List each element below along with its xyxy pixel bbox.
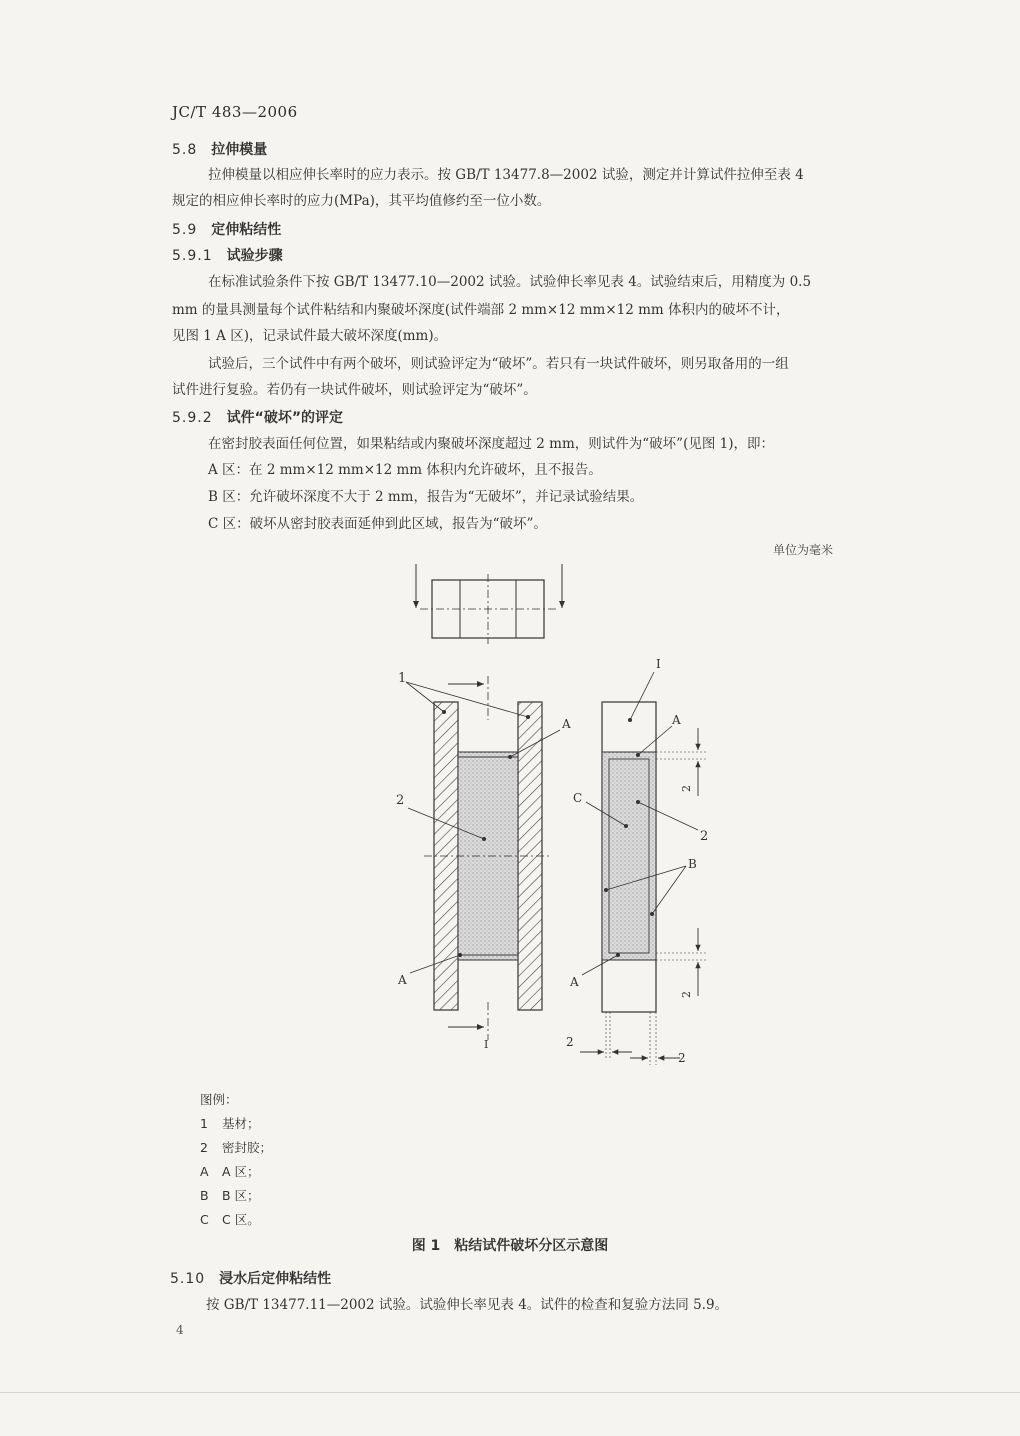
section-title: 拉伸模量 xyxy=(211,142,268,158)
section-number: 5.8 xyxy=(172,142,198,158)
paragraph-line: 见图 1 A 区)，记录试件最大破坏深度(mm)。 xyxy=(172,328,448,344)
label-sealant-2-left: 2 xyxy=(396,793,405,808)
paragraph-line: 试验后，三个试件中有两个破坏，则试验评定为“破坏”。若只有一块试件破坏，则另取备用的一组 xyxy=(208,356,789,372)
section-5-9-1-heading xyxy=(172,245,283,265)
legend-text: 基材； xyxy=(222,1116,260,1131)
figure-caption: 图 1 粘结试件破坏分区示意图 xyxy=(411,1238,609,1254)
section-5-9-2-heading xyxy=(172,407,343,427)
top-view-sketch xyxy=(416,564,562,644)
legend-key: 1 xyxy=(200,1116,208,1131)
section-title: 定伸粘结性 xyxy=(211,222,282,238)
label-zone-c: C xyxy=(573,791,583,805)
legend-text: C 区。 xyxy=(222,1212,260,1227)
paragraph-line: C 区：破坏从密封胶表面延伸到此区域，报告为“破坏”。 xyxy=(208,516,547,532)
paragraph-line: 按 GB/T 13477.11—2002 试验。试验伸长率见表 4。试件的检查和复验方法同 5.9。 xyxy=(206,1297,729,1313)
legend-item xyxy=(200,1210,260,1228)
figure-1-diagram xyxy=(380,560,740,1080)
paragraph-line: 在标准试验条件下按 GB/T 13477.10—2002 试验。试验伸长率见表 4。试验结束后，用精度为 0.5 xyxy=(208,274,812,290)
legend-text: B 区； xyxy=(222,1188,260,1203)
legend-key: B xyxy=(200,1188,209,1203)
section-title: 浸水后定伸粘结性 xyxy=(219,1271,332,1287)
label-zone-a-left-top: A xyxy=(562,717,571,731)
section-5-8-heading xyxy=(172,139,267,159)
section-number: 5.9.1 xyxy=(172,248,213,264)
dim-2-left-width: 2 xyxy=(566,1035,574,1049)
section-number: 5.9.2 xyxy=(172,410,213,426)
section-number: 5.10 xyxy=(170,1271,206,1287)
dim-2-top: 2 xyxy=(680,785,693,792)
bottom-rule xyxy=(0,1392,1020,1393)
paragraph-line: 在密封胶表面任何位置，如果粘结或内聚破坏深度超过 2 mm，则试件为“破坏”(见图 1)，即： xyxy=(208,436,774,452)
legend-item xyxy=(200,1138,272,1156)
legend-item xyxy=(200,1186,260,1204)
dim-2-bottom: 2 xyxy=(680,991,693,998)
label-roman-one-left: I xyxy=(484,1038,489,1051)
label-zone-a-left-bottom: A xyxy=(398,973,407,987)
legend-text: 密封胶； xyxy=(222,1140,273,1155)
legend-title: 图例： xyxy=(200,1092,238,1107)
legend-text: A 区； xyxy=(222,1164,260,1179)
paragraph-line: 规定的相应伸长率时的应力(MPa)，其平均值修约至一位小数。 xyxy=(172,193,551,209)
label-zone-a-right-top: A xyxy=(672,713,681,727)
section-title: 试件“破坏”的评定 xyxy=(226,410,344,426)
section-5-9-heading xyxy=(172,219,281,239)
left-specimen-sketch xyxy=(406,676,560,1040)
legend-item xyxy=(200,1162,260,1180)
legend-key: C xyxy=(200,1212,209,1227)
page-number: 4 xyxy=(176,1323,184,1337)
standard-id-header: JC/T 483—2006 xyxy=(172,103,298,121)
label-zone-b: B xyxy=(688,857,697,871)
paragraph-line: 拉伸模量以相应伸长率时的应力表示。按 GB/T 13477.8—2002 试验，测定并计算试件拉伸至表 4 xyxy=(208,167,804,183)
paragraph-line: 试件进行复验。若仍有一块试件破坏，则试验评定为“破坏”。 xyxy=(172,382,537,398)
unit-note: 单位为毫米 xyxy=(773,543,834,557)
section-title: 试验步骤 xyxy=(226,248,283,264)
paragraph-line: mm 的量具测量每个试件粘结和内聚破坏深度(试件端部 2 mm×12 mm×12 mm 体积内的破坏不计， xyxy=(172,302,790,318)
paragraph-line: B 区：允许破坏深度不大于 2 mm，报告为“无破坏”，并记录试验结果。 xyxy=(208,489,644,505)
legend-key: 2 xyxy=(200,1140,208,1155)
dim-2-right-width: 2 xyxy=(678,1051,686,1065)
label-roman-one-right: I xyxy=(656,657,661,671)
label-sealant-2-right: 2 xyxy=(700,829,709,844)
paragraph-line: A 区：在 2 mm×12 mm×12 mm 体积内允许破坏，且不报告。 xyxy=(208,462,602,478)
section-number: 5.9 xyxy=(172,222,198,238)
section-5-10-heading xyxy=(170,1268,331,1288)
label-zone-a-right-bottom: A xyxy=(570,975,579,989)
legend-key: A xyxy=(200,1164,209,1179)
label-substrate-1: 1 xyxy=(398,671,407,686)
legend-item xyxy=(200,1114,260,1132)
